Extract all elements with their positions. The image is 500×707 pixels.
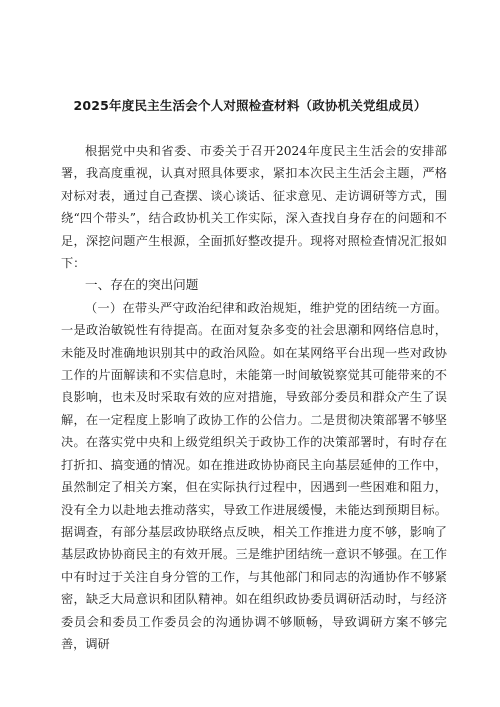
section-paragraph: （一）在带头严守政治纪律和政治规矩，维护党的团结统一方面。一是政治敏锐性有待提高。在面对复杂多变的社会思潮和网络信息时，未能及时准确地识别其中的政治风险。如在某网络平台出现一些对政协工作的片面解读和不实信息时，未能第一时间敏锐察觉其可能带来的不良影响，也未及时采取有效的应对措施，导致部分委员和群众产生了误解，在一定程度上影响了政协工作的公信力。二是贯彻决策部署不够坚决。在落实党中央和上级党组织关于政协工作的决策部署时，有时存在打折扣、搞变通的情况。如在推进政协协商民主向基层延伸的工作中，虽然制定了相关方案，但在实际执行过程中，因遇到一些困难和阻力，没有全力以赴地去推动落实，导致工作进展缓慢，未能达到预期目标。据调查，有部分基层政协联络点反映，相关工作推进力度不够，影响了基层政协协商民主的有效开展。三是维护团结统一意识不够强。在工作中有时过于关注自身分管的工作，与其他部门和同志的沟通协作不够紧密，缺乏大局意识和团队精神。如在组织政协委员调研活动时，与经济委员会和委员工作委员会的沟通协调不够顺畅，导致调研方案不够完善，调研 [61, 300, 447, 651]
intro-paragraph: 根据党中央和省委、市委关于召开2024年度民主生活会的安排部署，我高度重视，认真对照具体要求，紧扣本次民主生活会主题，严格对标对表，通过自己查摆、谈心谈话、征求意见、走访调研等方式，围绕“四个带头”，结合政协机关工作实际，深入查找自身存在的问题和不足，深挖问题产生根源，全面抓好整改提升。现将对照检查情况汇报如下： [61, 144, 447, 271]
document-title: 2025年度民主生活会个人对照检查材料（政协机关党组成员） [73, 98, 427, 113]
section-heading: 一、存在的突出问题 [85, 277, 199, 293]
document-body [61, 140, 447, 655]
